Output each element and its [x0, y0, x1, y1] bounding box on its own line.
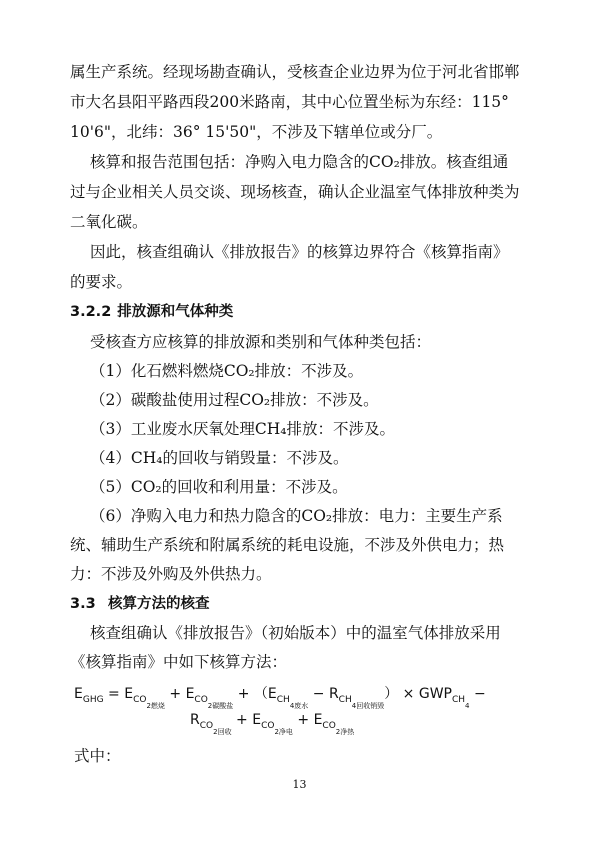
list-item: （3）工业废水厌氧处理CH₄排放：不涉及。	[90, 420, 395, 438]
list-item: （1）化石燃料燃烧CO₂排放：不涉及。	[90, 362, 364, 380]
paragraph-line: 因此，核查组确认《排放报告》的核算边界符合《核算指南》	[90, 243, 509, 261]
section-heading	[70, 302, 540, 322]
paragraph-line: 二氧化碳。	[70, 213, 148, 231]
list-item: （4）CH₄的回收与销毁量：不涉及。	[90, 449, 349, 467]
section-title: 排放源和气体种类	[117, 304, 234, 320]
paragraph-line: 的要求。	[70, 273, 133, 291]
section-title: 核算方法的核查	[108, 596, 210, 612]
formula-line-1: $E_{GHG} = E_{CO_{2燃烧}} + E_{CO_{2碳酸盐}} + (E_{CH_{4废水}} - R_{CH_{4回收销毁}}) \times GWP_{CH_4}$ −	[74, 686, 486, 710]
list-item: （6）净购入电力和热力隐含的CO₂排放：电力：主要生产系	[90, 507, 503, 525]
section-heading	[70, 594, 540, 614]
where-label: 式中：	[74, 747, 121, 765]
paragraph-line: 市大名县阳平路西段200米路南，其中心位置坐标为东经：115°	[70, 93, 509, 111]
paragraph-line: 核算和报告范围包括：净购入电力隐含的CO₂排放。核查组通	[90, 153, 509, 171]
paragraph-line: 10'6"，北纬：36° 15'50"，不涉及下辖单位或分厂。	[70, 123, 443, 141]
formula-line-2: $R_{CO_{2回收}} + E_{CO_{2净电}} + E_{CO_{2净热}}$	[190, 712, 355, 736]
paragraph-line: 属生产系统。经现场勘查确认，受核查企业边界为位于河北省邯郸	[70, 63, 520, 81]
section-number: 3.3	[70, 596, 96, 612]
paragraph-line: 过与企业相关人员交谈、现场核查，确认企业温室气体排放种类为	[70, 183, 520, 201]
section-number: 3.2.2	[70, 304, 112, 320]
list-item: （5）CO₂的回收和利用量：不涉及。	[90, 478, 348, 496]
list-item-continuation: 力：不涉及外购及外供热力。	[70, 565, 272, 583]
list-item: （2）碳酸盐使用过程CO₂排放：不涉及。	[90, 391, 379, 409]
list-item-continuation: 统、辅助生产系统和附属系统的耗电设施，不涉及外供电力；热	[70, 536, 505, 554]
section-intro: 受核查方应核算的排放源和类别和气体种类包括：	[90, 333, 432, 351]
paragraph-line: 核查组确认《排放报告》（初始版本）中的温室气体排放采用	[90, 624, 501, 642]
page-number: 13	[292, 778, 307, 791]
paragraph-line: 《核算指南》中如下核算方法：	[70, 653, 288, 671]
